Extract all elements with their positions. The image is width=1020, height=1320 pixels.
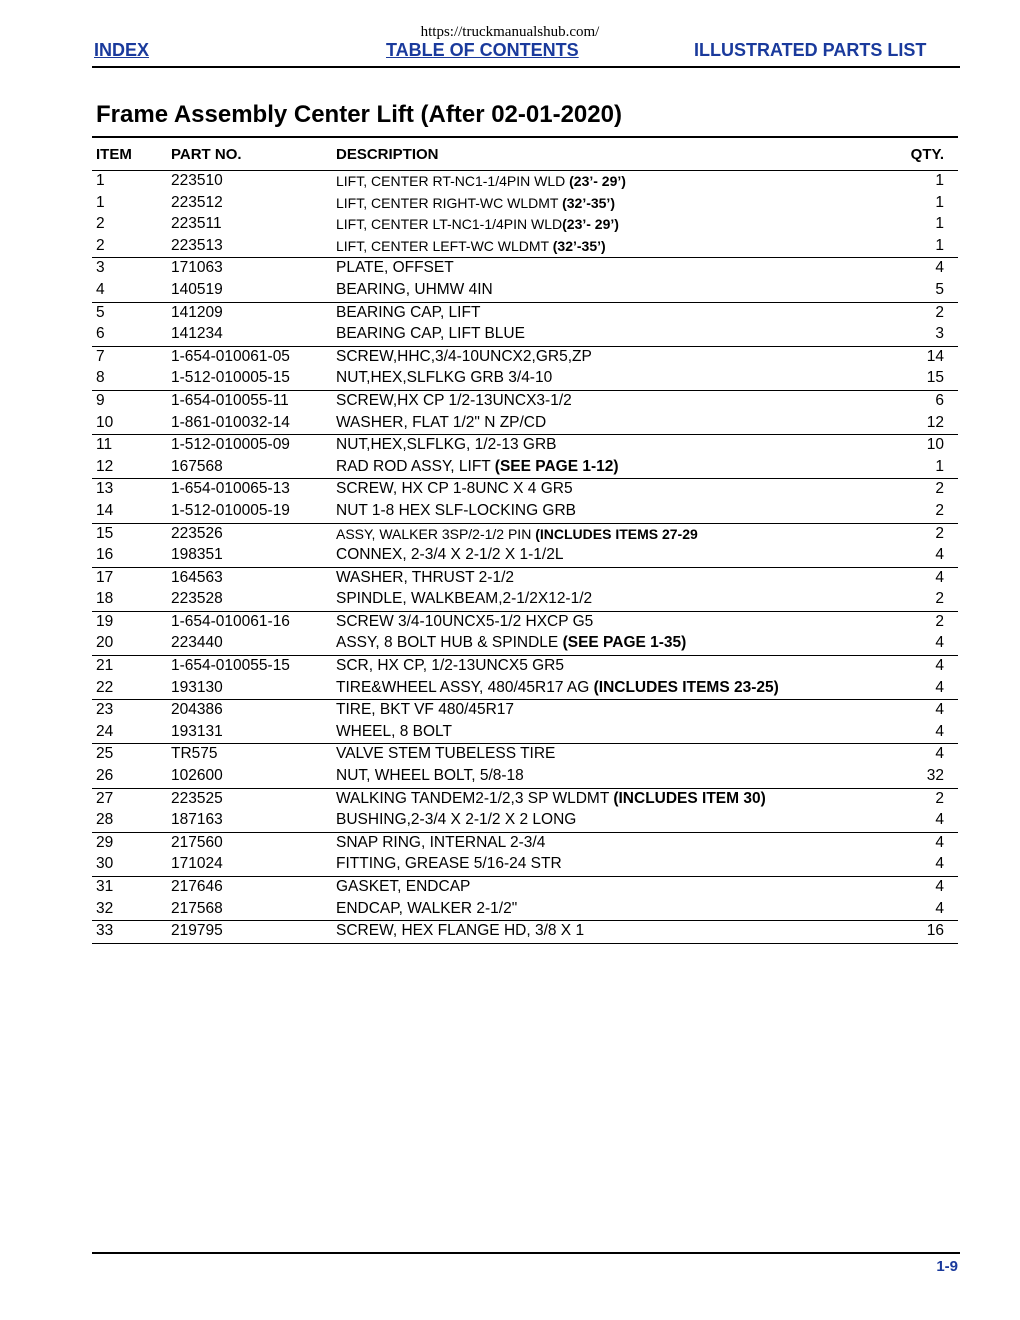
item-number: 30 (96, 855, 114, 873)
item-number: 26 (96, 767, 114, 785)
description-text: LIFT, CENTER LEFT-WC WLDMT (336, 237, 553, 254)
part-number: 167568 (171, 457, 223, 475)
quantity: 4 (935, 546, 944, 564)
quantity: 2 (935, 303, 944, 321)
part-number: 1-861-010032-14 (171, 413, 290, 431)
row-group (92, 346, 958, 390)
description-text: BEARING CAP, LIFT (336, 303, 481, 321)
page-title: Frame Assembly Center Lift (After 02-01-2020) (96, 101, 622, 128)
table-row (92, 457, 958, 479)
table-row (92, 899, 958, 921)
table-row (92, 347, 958, 369)
quantity: 4 (935, 634, 944, 652)
table-row (92, 700, 958, 722)
description-note: (SEE PAGE 1-12) (494, 457, 619, 475)
table-row (92, 854, 958, 876)
table-row (92, 368, 958, 390)
quantity: 2 (935, 480, 944, 498)
part-number: 1-654-010061-05 (171, 347, 290, 365)
quantity: 1 (935, 172, 944, 189)
description (336, 348, 592, 366)
table-of-contents-link[interactable]: TABLE OF CONTENTS (386, 40, 579, 60)
item-number: 2 (96, 236, 105, 254)
quantity: 10 (926, 436, 944, 454)
table-row (92, 214, 958, 236)
description (336, 701, 514, 719)
item-number: 17 (96, 568, 114, 586)
table-row (92, 413, 958, 435)
table-row (92, 258, 958, 280)
description-text: NUT 1-8 HEX SLF-LOCKING GRB (336, 501, 577, 519)
description-note: (23’- 29’) (569, 173, 626, 189)
description-text: FITTING, GREASE 5/16-24 STR (336, 855, 562, 873)
table-row (92, 303, 958, 325)
quantity: 14 (926, 347, 944, 365)
item-number: 16 (96, 546, 114, 564)
table-row (92, 810, 958, 832)
description-text: CONNEX, 2-3/4 X 2-1/2 X 1-1/2L (336, 546, 564, 564)
item-number: 31 (96, 878, 114, 895)
table-row (92, 435, 958, 457)
description-text: SPINDLE, WALKBEAM,2-1/2X12-1/2 (336, 590, 593, 608)
table-row (92, 766, 958, 788)
table-row (92, 236, 958, 258)
row-group (92, 434, 958, 478)
description (336, 613, 593, 631)
row-group (92, 832, 958, 876)
row-group (92, 390, 958, 434)
item-number: 3 (96, 259, 105, 277)
item-number: 19 (96, 612, 114, 630)
part-number: 171063 (171, 259, 223, 277)
column-header-item: ITEM (96, 146, 132, 163)
description-note: (SEE PAGE 1-35) (562, 634, 687, 652)
table-row (92, 524, 958, 546)
table-row (92, 678, 958, 700)
item-number: 23 (96, 701, 114, 719)
description (336, 834, 545, 852)
item-number: 32 (96, 899, 114, 917)
table-row (92, 324, 958, 346)
part-number: 223511 (171, 215, 222, 233)
part-number: 223440 (171, 634, 223, 652)
section-title: ILLUSTRATED PARTS LIST (694, 40, 927, 60)
description (336, 436, 557, 454)
index-link[interactable]: INDEX (94, 40, 150, 60)
description-text: NUT, WHEEL BOLT, 5/8-18 (336, 767, 524, 785)
part-number: 171024 (171, 855, 223, 873)
column-header-description: DESCRIPTION (336, 146, 439, 163)
table-bottom-rule (92, 943, 958, 944)
table-row (92, 391, 958, 413)
item-number: 9 (96, 391, 105, 409)
part-number: 193130 (171, 678, 223, 696)
description (336, 590, 592, 608)
row-group (92, 743, 958, 787)
row-group (92, 257, 958, 301)
description (336, 855, 562, 873)
row-group (92, 567, 958, 611)
quantity: 4 (935, 259, 944, 277)
part-number: 223526 (171, 524, 223, 542)
quantity: 4 (935, 657, 944, 675)
part-number: 219795 (171, 922, 223, 940)
item-number: 1 (96, 193, 105, 211)
table-row (92, 722, 958, 744)
item-number: 22 (96, 678, 114, 696)
row-group (92, 611, 958, 655)
part-number: 102600 (171, 767, 223, 785)
quantity: 4 (935, 568, 944, 586)
item-number: 20 (96, 634, 114, 652)
quantity: 6 (935, 391, 944, 409)
description (336, 458, 619, 476)
quantity: 4 (935, 899, 944, 917)
item-number: 11 (96, 436, 113, 454)
row-group (92, 478, 958, 522)
quantity: 1 (935, 193, 944, 211)
quantity: 4 (935, 855, 944, 873)
table-row (92, 280, 958, 302)
item-number: 13 (96, 480, 114, 498)
part-number: 1-512-010005-19 (171, 501, 290, 519)
item-number: 6 (96, 325, 105, 343)
description (336, 811, 576, 829)
description-text: SCR, HX CP, 1/2-13UNCX5 GR5 (336, 657, 564, 675)
quantity: 4 (935, 878, 944, 895)
description-note: (23’- 29’) (562, 216, 619, 233)
description-text: LIFT, CENTER RIGHT-WC WLDMT (336, 194, 563, 211)
description-note: (32’-35’) (552, 237, 606, 254)
table-row (92, 545, 958, 567)
item-number: 8 (96, 369, 105, 387)
description (336, 900, 517, 918)
description (336, 745, 555, 763)
part-number: 223525 (171, 789, 223, 807)
table-row (92, 921, 958, 943)
quantity: 4 (935, 701, 944, 719)
description-text: LIFT, CENTER LT-NC1-1/4PIN WLD (336, 216, 563, 233)
item-number: 29 (96, 833, 114, 851)
part-number: 223513 (171, 236, 223, 254)
item-number: 21 (96, 657, 114, 675)
quantity: 4 (935, 678, 944, 696)
description-text: SCREW 3/4-10UNCX5-1/2 HXCP G5 (336, 612, 594, 630)
parts-table (92, 136, 958, 944)
quantity: 1 (935, 457, 944, 475)
description-text: BEARING CAP, LIFT BLUE (336, 325, 525, 343)
description-text: WHEEL, 8 BOLT (336, 722, 452, 740)
row-group (92, 170, 958, 257)
table-row (92, 656, 958, 678)
part-number: 193131 (171, 722, 223, 740)
description-text: PLATE, OFFSET (336, 259, 454, 277)
part-number: 223528 (171, 590, 223, 608)
description (336, 723, 452, 741)
part-number: 1-512-010005-09 (171, 436, 290, 454)
table-row (92, 589, 958, 611)
source-url: https://truckmanualshub.com/ (420, 24, 600, 40)
table-row (92, 612, 958, 634)
item-number: 4 (96, 280, 105, 298)
description (336, 281, 493, 299)
row-group (92, 920, 958, 943)
quantity: 12 (926, 413, 944, 431)
quantity: 3 (935, 325, 944, 343)
part-number: 1-654-010055-15 (171, 657, 290, 675)
table-row (92, 744, 958, 766)
description-text: VALVE STEM TUBELESS TIRE (336, 745, 556, 763)
description (336, 657, 564, 675)
description (336, 679, 779, 697)
description-text: TIRE&WHEEL ASSY, 480/45R17 AG (336, 678, 594, 696)
row-group (92, 876, 958, 920)
table-row (92, 633, 958, 655)
part-number: 198351 (171, 546, 223, 564)
description-text: SCREW,HHC,3/4-10UNCX2,GR5,ZP (336, 347, 592, 365)
description (336, 392, 572, 410)
item-number: 25 (96, 745, 114, 763)
description (336, 546, 563, 564)
quantity: 2 (935, 612, 944, 630)
part-number: 1-512-010005-15 (171, 369, 290, 387)
description (336, 634, 686, 652)
description (336, 480, 573, 498)
part-number: 140519 (171, 280, 223, 298)
description (336, 195, 615, 211)
description (336, 173, 626, 189)
item-number: 10 (96, 413, 114, 431)
part-number: 217646 (171, 878, 223, 895)
column-header-part-no: PART NO. (171, 146, 242, 163)
table-row (92, 193, 958, 215)
item-number: 33 (96, 922, 114, 940)
row-group (92, 699, 958, 743)
description-text: WASHER, THRUST 2-1/2 (336, 568, 515, 586)
description-text: SCREW, HX CP 1-8UNC X 4 GR5 (336, 480, 573, 498)
description-text: TIRE, BKT VF 480/45R17 (336, 701, 515, 719)
table-row (92, 877, 958, 899)
part-number: 1-654-010065-13 (171, 480, 290, 498)
quantity: 4 (935, 833, 944, 851)
description-text: BEARING, UHMW 4IN (336, 280, 493, 298)
page-number: 1-9 (936, 1258, 958, 1275)
description (336, 238, 606, 254)
description (336, 259, 454, 277)
item-number: 28 (96, 811, 114, 829)
table-row (92, 789, 958, 811)
description-text: SCREW,HX CP 1/2-13UNCX3-1/2 (336, 391, 572, 409)
description-text: GASKET, ENDCAP (336, 878, 471, 895)
part-number: 217568 (171, 899, 223, 917)
description-note: (32’-35’) (562, 194, 615, 211)
table-row (92, 568, 958, 590)
description-text: WASHER, FLAT 1/2" N ZP/CD (336, 413, 547, 431)
item-number: 14 (96, 501, 114, 519)
description (336, 414, 546, 432)
description-text: WALKING TANDEM2-1/2,3 SP WLDMT (336, 789, 614, 807)
part-number: 164563 (171, 568, 223, 586)
part-number: 187163 (171, 811, 223, 829)
part-number: 141209 (171, 303, 223, 321)
item-number: 2 (96, 215, 105, 233)
description (336, 369, 552, 387)
description-text: ENDCAP, WALKER 2-1/2" (336, 899, 518, 917)
row-group (92, 655, 958, 699)
part-number: 217560 (171, 833, 223, 851)
description (336, 526, 698, 542)
item-number: 27 (96, 789, 114, 807)
part-number: 1-654-010061-16 (171, 612, 290, 630)
description (336, 502, 576, 520)
item-number: 18 (96, 590, 114, 608)
quantity: 2 (935, 789, 944, 807)
quantity: 1 (935, 215, 944, 233)
quantity: 32 (926, 767, 944, 785)
description-note: (INCLUDES ITEMS 27-29 (535, 525, 698, 542)
quantity: 2 (935, 590, 944, 608)
description (336, 767, 524, 785)
quantity: 1 (935, 236, 944, 254)
part-number: 141234 (171, 325, 223, 343)
table-row (92, 479, 958, 501)
item-number: 24 (96, 722, 114, 740)
row-group (92, 788, 958, 832)
table-body (92, 170, 958, 943)
description-text: NUT,HEX,SLFLKG, 1/2-13 GRB (336, 436, 557, 454)
description-text: RAD ROD ASSY, LIFT (336, 457, 495, 475)
part-number: 223512 (171, 193, 223, 211)
header-divider (92, 66, 960, 68)
description-text: ASSY, WALKER 3SP/2-1/2 PIN (336, 525, 536, 542)
quantity: 4 (935, 745, 944, 763)
table-row (92, 833, 958, 855)
description (336, 790, 766, 808)
table-row (92, 501, 958, 523)
description (336, 878, 470, 896)
quantity: 15 (926, 369, 944, 387)
description (336, 216, 619, 232)
description-note: (INCLUDES ITEMS 23-25) (593, 678, 779, 696)
item-number: 1 (96, 172, 105, 189)
item-number: 12 (96, 457, 114, 475)
table-header (92, 138, 958, 170)
description-text: LIFT, CENTER RT-NC1-1/4PIN WLD (336, 173, 570, 189)
description-text: BUSHING,2-3/4 X 2-1/2 X 2 LONG (336, 811, 577, 829)
part-number: 204386 (171, 701, 223, 719)
part-number: 223510 (171, 172, 223, 189)
quantity: 4 (935, 811, 944, 829)
part-number: 1-654-010055-11 (171, 391, 289, 409)
column-header-qty: QTY. (910, 146, 944, 163)
quantity: 16 (926, 922, 944, 940)
quantity: 5 (935, 280, 944, 298)
description (336, 304, 480, 322)
description (336, 922, 584, 940)
item-number: 15 (96, 524, 114, 542)
quantity: 4 (935, 722, 944, 740)
description-text: SCREW, HEX FLANGE HD, 3/8 X 1 (336, 922, 585, 940)
part-number: TR575 (171, 745, 218, 763)
row-group (92, 523, 958, 567)
description-note: (INCLUDES ITEM 30) (613, 789, 766, 807)
description (336, 569, 514, 587)
item-number: 5 (96, 303, 105, 321)
description-text: NUT,HEX,SLFLKG GRB 3/4-10 (336, 369, 553, 387)
description (336, 325, 525, 343)
table-row (92, 171, 958, 193)
footer-divider (92, 1252, 960, 1254)
description-text: SNAP RING, INTERNAL 2-3/4 (336, 833, 546, 851)
description-text: ASSY, 8 BOLT HUB & SPINDLE (336, 634, 563, 652)
quantity: 2 (935, 524, 944, 542)
row-group (92, 302, 958, 346)
quantity: 2 (935, 501, 944, 519)
item-number: 7 (96, 347, 105, 365)
